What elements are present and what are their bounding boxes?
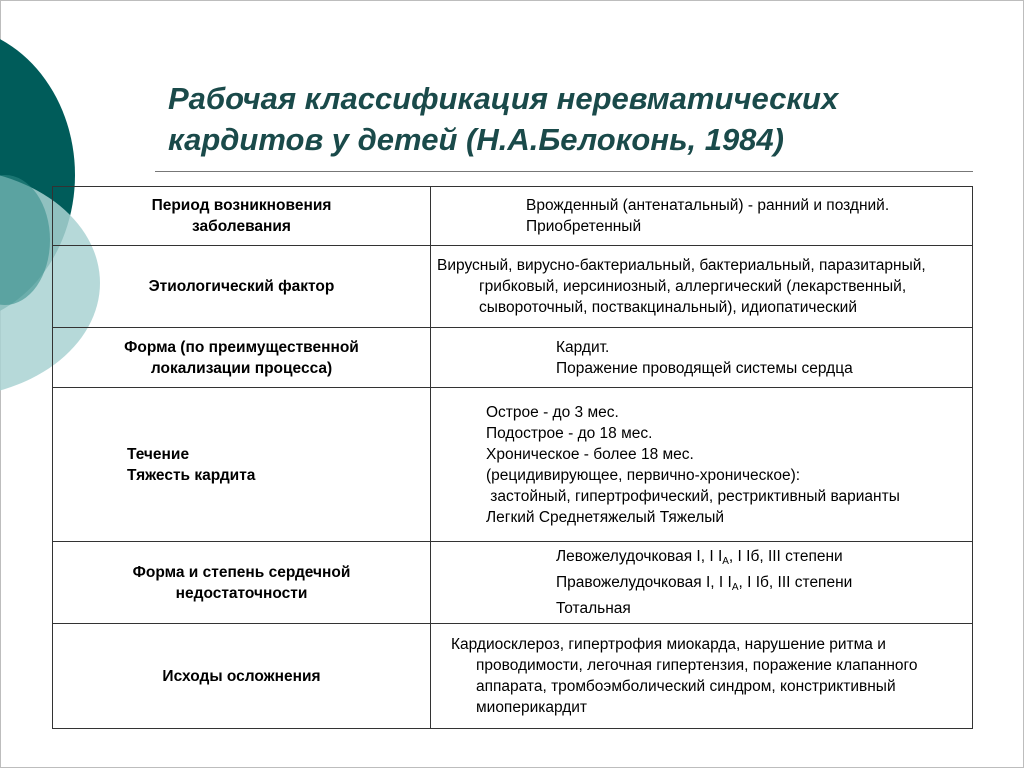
row-value-text: Правожелудочковая I, I I [556, 574, 732, 591]
classification-table [52, 186, 973, 729]
row-value-line: Подострое - до 18 мес. [486, 424, 653, 442]
row-value-subscript: A [731, 582, 739, 593]
row-label [53, 388, 431, 542]
row-value-text: , I Iб, III степени [728, 548, 843, 565]
row-label [53, 246, 431, 328]
row-label-line: заболевания [192, 218, 291, 235]
row-value [431, 388, 973, 542]
row-value-line: миоперикардит [476, 699, 588, 716]
row-value-line: Хроническое - более 18 мес. [486, 445, 694, 463]
row-value-line: Вирусный, вирусно-бактериальный, бактериальный, паразитарный, [437, 257, 926, 274]
row-label-line: Исходы осложнения [162, 667, 321, 685]
row-value-line [431, 572, 972, 598]
row-value-subscript: A [722, 556, 729, 567]
row-label [53, 328, 431, 388]
row-value-line: Легкий Среднетяжелый Тяжелый [486, 508, 725, 526]
table-row [53, 246, 973, 328]
row-value-line: Приобретенный [526, 218, 642, 235]
row-value-line [431, 546, 972, 572]
slide-title-line-1: Рабочая классификация неревматических [168, 81, 839, 116]
slide-title-line-2: кардитов у детей (Н.А.Белоконь, 1984) [168, 122, 784, 157]
row-value-line: Поражение проводящей системы сердца [556, 359, 853, 377]
table-row [53, 187, 973, 246]
slide-title [168, 78, 988, 160]
title-divider [155, 171, 973, 172]
row-value-line: проводимости, легочная гипертензия, поражение клапанного [476, 657, 918, 674]
row-value-line: Острое - до 3 мес. [486, 403, 619, 421]
table-row [53, 388, 973, 542]
table-row [53, 624, 973, 729]
row-label-line: Тяжесть кардита [127, 466, 256, 484]
row-value-line: аппарата, тромбоэмболический синдром, констриктивный [476, 678, 896, 695]
row-value [431, 624, 973, 729]
row-value-text: Левожелудочковая I, I I [556, 548, 723, 565]
row-value-line: Тотальная [556, 600, 631, 617]
row-value-line: Кардиосклероз, гипертрофия миокарда, нарушение ритма и [451, 636, 886, 653]
row-label-line: Форма (по преимущественной [124, 338, 359, 356]
row-value-line: Кардит. [556, 338, 610, 356]
row-value [431, 328, 973, 388]
row-value [431, 187, 973, 246]
row-value-line: Врожденный (антенатальный) - ранний и поздний. [526, 197, 890, 214]
row-label-line: недостаточности [175, 584, 308, 602]
row-value-line: сывороточный, поствакцинальный), идиопатический [479, 299, 857, 316]
row-value-text: , I Iб, III степени [738, 574, 853, 591]
row-label [53, 624, 431, 729]
row-value-line: (рецидивирующее, первично-хроническое): [486, 466, 801, 484]
row-value-line: застойный, гипертрофический, рестриктивный варианты [486, 487, 900, 505]
row-value-line: грибковый, иерсиниозный, аллергический (лекарственный, [479, 278, 907, 295]
row-label [53, 542, 431, 624]
row-label-line: Период возникновения [151, 197, 332, 214]
row-label-line: Этиологический фактор [148, 278, 335, 295]
row-label-line: Форма и степень сердечной [132, 563, 351, 581]
row-value [431, 542, 973, 624]
table-row [53, 542, 973, 624]
row-label-line: Течение [127, 445, 190, 463]
row-value [431, 246, 973, 328]
table-row [53, 328, 973, 388]
row-label [53, 187, 431, 246]
row-label-line: локализации процесса) [150, 359, 333, 377]
